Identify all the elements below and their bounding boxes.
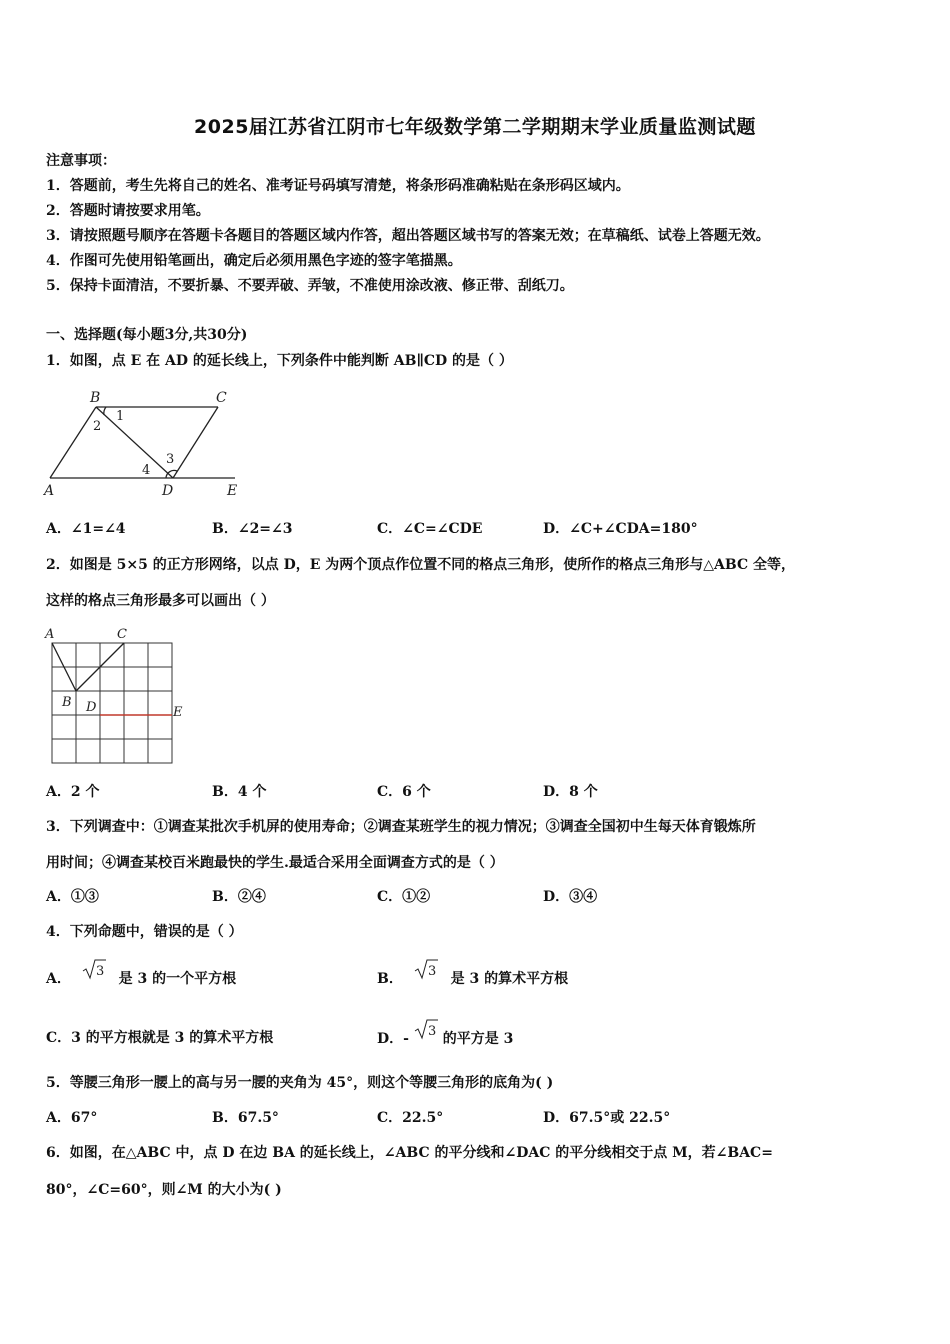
q1-figure — [40, 385, 250, 500]
question-4-stem: 4．下列命题中，错误的是（ ） — [46, 924, 243, 940]
q4-option-b-text: 是 3 的算术平方根 — [450, 971, 569, 987]
notice-item: 1．答题前，考生先将自己的姓名、准考证号码填写清楚，将条形码准确粘贴在条形码区域内。 — [46, 178, 630, 194]
q2-option-d: D．8 个 — [543, 784, 598, 800]
label-a: A — [44, 483, 55, 499]
q4-option-b — [377, 964, 569, 990]
notice-item: 3．请按照题号顺序在答题卡各题目的答题区域内作答，超出答题区域书写的答案无效；在草稿纸、试卷上答题无效。 — [46, 228, 770, 244]
question-1-stem: 1．如图，点 E 在 AD 的延长线上，下列条件中能判断 AB∥CD 的是（ ） — [46, 353, 513, 369]
line-bd — [96, 407, 173, 478]
q2-option-a: A．2 个 — [46, 784, 100, 800]
q4-option-d-label: D．- — [377, 1031, 409, 1047]
label-b: B — [90, 390, 101, 406]
q3-option-a: A．①③ — [46, 889, 99, 905]
sqrt-expression — [82, 958, 106, 980]
line-cd — [173, 407, 218, 478]
notice-item: 2．答题时请按要求用笔。 — [46, 203, 210, 219]
label-angle-2: 2 — [93, 419, 102, 434]
q3-option-d: D．③④ — [543, 889, 598, 905]
question-6-stem-1: 6．如图，在△ABC 中，点 D 在边 BA 的延长线上，∠ABC 的平分线和∠DAC 的平分线相交于点 M，若∠BAC= — [46, 1145, 773, 1161]
q5-option-d: D．67.5°或 22.5° — [543, 1110, 671, 1126]
label-e: E — [173, 705, 183, 720]
notice-item: 5．保持卡面清洁，不要折暴、不要弄破、弄皱，不准使用涂改液、修正带、刮纸刀。 — [46, 278, 574, 294]
q2-option-b: B．4 个 — [212, 784, 267, 800]
label-c: C — [117, 627, 127, 642]
label-e: E — [227, 483, 238, 499]
radicand: 3 — [95, 964, 105, 979]
page-title: 2025届江苏省江阴市七年级数学第二学期期末学业质量监测试题 — [194, 116, 756, 138]
q4-option-b-label: B． — [377, 971, 403, 987]
radicand: 3 — [427, 1024, 437, 1039]
label-b: B — [62, 695, 72, 710]
q1-option-b: B．∠2=∠3 — [212, 521, 293, 537]
q4-option-a-label: A． — [46, 971, 71, 987]
question-3-stem-1: 3．下列调查中：①调查某批次手机屏的使用寿命；②调查某班学生的视力情况；③调查全国初中生每天体育锻炼所 — [46, 819, 756, 835]
question-3-stem-2: 用时间；④调查某校百米跑最快的学生.最适合采用全面调查方式的是（ ） — [46, 855, 504, 871]
label-d: D — [86, 700, 97, 715]
q4-option-d — [377, 1024, 514, 1050]
section-heading: 一、选择题(每小题3分,共30分) — [46, 327, 248, 343]
q3-option-c: C．①② — [377, 889, 431, 905]
label-angle-4: 4 — [142, 463, 151, 478]
q4-option-c: C．3 的平方根就是 3 的算术平方根 — [46, 1030, 274, 1046]
q2-grid-figure — [42, 624, 192, 769]
q4-option-d-text: 的平方是 3 — [442, 1031, 514, 1047]
sqrt-expression — [414, 958, 438, 980]
label-angle-3: 3 — [166, 452, 175, 467]
q5-option-a: A．67° — [46, 1110, 98, 1126]
question-5-stem: 5．等腰三角形一腰上的高与另一腰的夹角为 45°，则这个等腰三角形的底角为( ) — [46, 1075, 554, 1091]
q1-option-d: D．∠C+∠CDA=180° — [543, 521, 698, 537]
radicand: 3 — [427, 964, 436, 979]
question-2-stem-2: 这样的格点三角形最多可以画出（ ） — [46, 593, 275, 609]
q5-option-b: B．67.5° — [212, 1110, 279, 1126]
label-c: C — [216, 390, 227, 406]
line-ab — [50, 407, 96, 478]
q2-option-c: C．6 个 — [377, 784, 431, 800]
q1-option-c: C．∠C=∠CDE — [377, 521, 483, 537]
notice-heading: 注意事项： — [46, 153, 116, 169]
label-angle-1: 1 — [116, 409, 125, 424]
q4-option-a — [46, 964, 237, 990]
question-6-stem-2: 80°，∠C=60°，则∠M 的大小为( ) — [46, 1182, 282, 1198]
q4-option-a-text: 是 3 的一个平方根 — [118, 971, 237, 987]
q5-option-c: C．22.5° — [377, 1110, 444, 1126]
q3-option-b: B．②④ — [212, 889, 266, 905]
question-2-stem-1: 2．如图是 5×5 的正方形网络，以点 D，E 为两个顶点作位置不同的格点三角形，使所作的格点三角形与△ABC 全等， — [46, 557, 795, 573]
label-a: A — [45, 627, 55, 642]
angle-arc-1 — [104, 407, 106, 415]
q1-option-a: A．∠1=∠4 — [46, 521, 126, 537]
label-d: D — [162, 483, 174, 499]
notice-item: 4．作图可先使用铅笔画出，确定后必须用黑色字迹的签字笔描黑。 — [46, 253, 462, 269]
sqrt-expression — [414, 1018, 438, 1040]
